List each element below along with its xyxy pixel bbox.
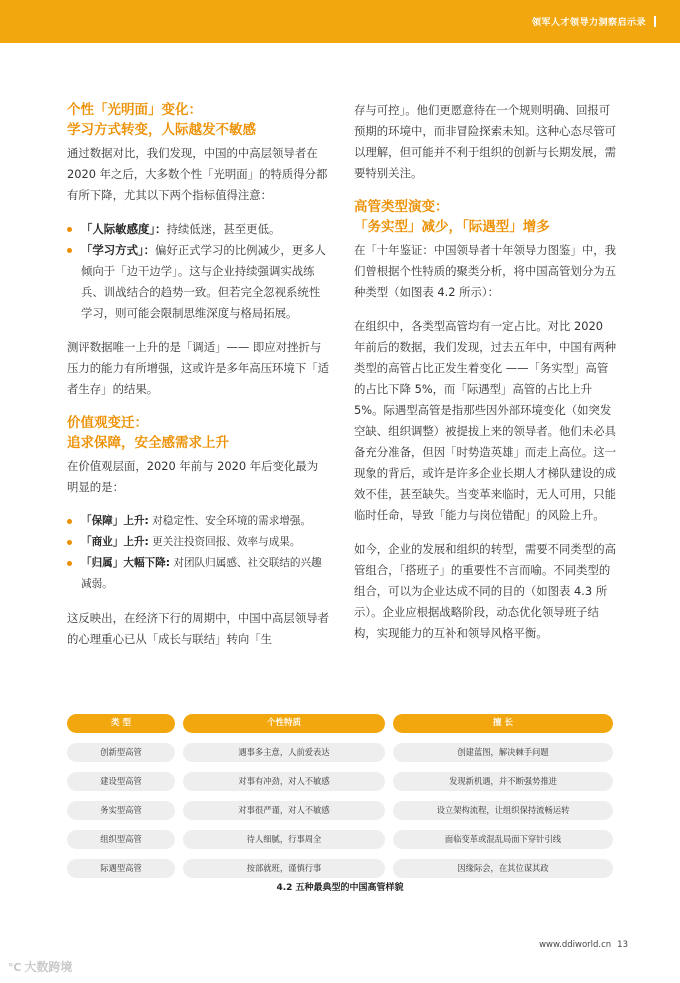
bullet-text: 对稳定性、安全环境的需求增强。 [148,515,312,527]
header-traits: 个性特质 [183,714,385,733]
table-header-row [67,714,613,733]
table-cell: 对事很严谨，对人不敏感 [183,801,385,820]
header-type: 类 型 [67,714,175,733]
table-cell: 创建蓝图，解决棘手问题 [393,743,613,762]
paragraph: 测评数据唯一上升的是「调适」—— 即应对挫折与压力的能力有所增强，这或许是多年高压环境下「适者生存」的结果。 [67,340,329,396]
page-footer [539,940,628,950]
bullet-label: 「学习方式」： [81,243,156,257]
right-column [354,100,616,657]
list-item [67,553,329,595]
table-cell: 组织型高管 [67,830,175,849]
paragraph: 如今，企业的发展和组织的转型，需要不同类型的高管组合，「搭班子」的重要性不言而喻。不同类型的组合，可以为企业达成不同的目的（如图表 4.3 所示）。企业应根据战略阶段，动态优化领导班子结构，实现能力的互补和领导风格平衡。 [354,542,616,640]
bullet-text: 更关注投资回报、效率与成果。 [148,536,301,548]
table-row [67,859,613,878]
table-cell: 务实型高管 [67,801,175,820]
table-cell: 遇事多主意，人前爱表达 [183,743,385,762]
table-cell: 设立架构流程，让组织保持流畅运转 [393,801,613,820]
table-cell: 建设型高管 [67,772,175,791]
section-title: 价值观变迁： [67,415,148,431]
paragraph: 在价值观层面，2020 年前与 2020 年后变化最为明显的是： [67,459,319,494]
left-column [67,100,329,663]
section-subtitle: 学习方式转变，人际越发不敏感 [67,122,256,138]
header-bar [0,0,680,43]
section-title: 高管类型演变： [354,199,449,215]
page-number: 13 [617,940,628,950]
header-title: 领军人才领导力洞察启示录 [532,15,656,28]
table-row [67,743,613,762]
bullet-text: 偏好正式学习的比例减少，更多人倾向于「边干边学」。这与企业持续强调实战练兵、训战结合的趋势一致。但若完全忽视系统性学习，则可能会限制思维深度与格局拓展。 [81,243,326,320]
paragraph: 在组织中，各类型高管均有一定占比。对比 2020 年前后的数据，我们发现，过去五年中，中国有两种类型的高管占比正发生着变化 ——「务实型」高管的占比下降 5%，而「际遇型」高管的占比上升 5%。际遇型高管是指那些因外部环境变化（如突发空缺、组织调整）被提拔上来的领导者。他们未必具备充分准备，但因「时势造英雄」而走上高位。这一现象的背后，或许是许多企业长期人才梯队建设的成效不佳，甚至缺失。当变革来临时，无人可用，只能临时任命，导致「能力与岗位错配」的风险上升。 [354,319,616,522]
bullet-label: 「商业」上升: [81,536,149,548]
table-cell: 待人细腻，行事周全 [183,830,385,849]
section-subtitle: 追求保障，安全感需求上升 [67,435,229,451]
paragraph: 在「十年鉴证：中国领导者十年领导力图鉴」中，我们曾根据个性特质的聚类分析，将中国高管划分为五种类型（如图表 4.2 所示）： [354,243,616,299]
bullet-text: 持续低迷，甚至更低。 [166,222,281,236]
bullet-label: 「人际敏感度」： [81,222,167,236]
watermark [8,958,72,975]
list-item [67,219,329,240]
footer-url: www.ddiworld.cn [539,940,612,950]
watermark-logo-icon: ℃ [8,961,22,974]
bullet-list [67,219,329,324]
watermark-text: 大数跨境 [24,960,73,974]
list-item [67,532,329,553]
bullet-label: 「保障」上升: [81,515,149,527]
paragraph: 存与可控」。他们更愿意待在一个规则明确、回报可预期的环境中，而非冒险探索未知。这种心态尽管可以理解，但可能并不利于组织的创新与长期发展，需要特别关注。 [354,103,616,180]
table-cell: 面临变革或混乱局面下穿针引线 [393,830,613,849]
table-row [67,801,613,820]
bullet-label: 「归属」大幅下降: [81,557,170,569]
table-cell: 际遇型高管 [67,859,175,878]
paragraph: 这反映出，在经济下行的周期中，中国中高层领导者的心理重心已从「成长与联结」转向「生 [67,611,329,646]
list-item [67,511,329,532]
executive-types-table [67,714,613,888]
header-strengths: 擅 长 [393,714,613,733]
figure-caption: 4.2 五种最典型的中国高管样貌 [276,883,404,893]
table-cell: 因缘际会，在其位谋其政 [393,859,613,878]
list-item [67,240,329,324]
paragraph: 通过数据对比，我们发现，中国的中高层领导者在 2020 年之后，大多数个性「光明面」的特质得分都有所下降，尤其以下两个指标值得注意： [67,146,328,202]
table-cell: 创新型高管 [67,743,175,762]
bullet-list [67,511,329,595]
table-row [67,830,613,849]
table-cell: 按部就班，谨慎行事 [183,859,385,878]
section-subtitle: 「务实型」减少，「际遇型」增多 [354,219,550,235]
table-cell: 发现新机遇，并不断强势推进 [393,772,613,791]
table-cell: 对事有冲劲，对人不敏感 [183,772,385,791]
bullet-text: 对团队归属感、社交联结的兴趣减弱。 [81,557,322,590]
section-title: 个性「光明面」变化： [67,102,202,118]
table-row [67,772,613,791]
